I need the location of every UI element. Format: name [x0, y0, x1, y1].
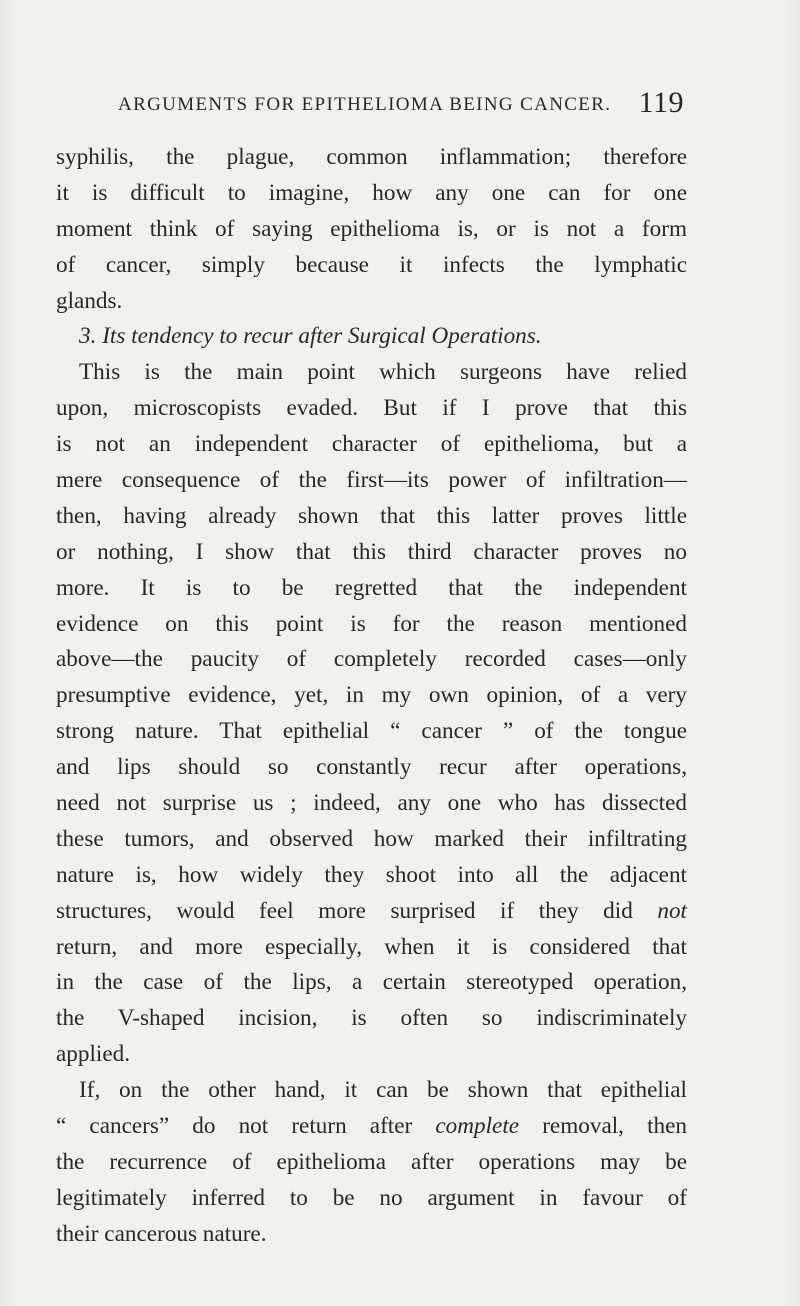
text-line: the V-shaped incision, is often so indiscriminately	[56, 1005, 687, 1032]
text-line-with-italic	[56, 894, 687, 930]
page-number: 119	[638, 86, 684, 119]
body-text	[56, 140, 687, 1253]
text-line: it is difficult to imagine, how any one can for one	[56, 179, 687, 206]
section-heading: 3. Its tendency to recur after Surgical Operations.	[79, 323, 542, 350]
text-line: their cancerous nature.	[56, 1220, 267, 1247]
text-line: legitimately inferred to be no argument in favour of	[56, 1184, 687, 1211]
text-line: need not surprise us ; indeed, any one who has dissected	[56, 790, 687, 817]
italic-word: not	[657, 897, 687, 924]
text-line: If, on the other hand, it can be shown that epithelial	[79, 1077, 687, 1104]
text-line: moment think of saying epithelioma is, or is not a form	[56, 215, 687, 242]
text-segment: structures, would feel more surprised if they did	[56, 897, 633, 924]
text-line: syphilis, the plague, common inflammation; therefore	[56, 144, 687, 170]
text-line: is not an independent character of epithelioma, but a	[56, 431, 687, 458]
text-line: or nothing, I show that this third character proves no	[56, 538, 687, 565]
text-segment: removal, then	[542, 1113, 687, 1140]
running-head	[118, 86, 684, 130]
text-line: above—the paucity of completely recorded cases—only	[56, 646, 687, 673]
text-line: more. It is to be regretted that the independent	[56, 574, 687, 601]
italic-word: complete	[435, 1113, 520, 1140]
running-head-title: ARGUMENTS FOR EPITHELIOMA BEING CANCER.	[118, 94, 612, 115]
text-segment: “ cancers” do not return after	[56, 1113, 413, 1140]
text-line: and lips should so constantly recur after operations,	[56, 754, 687, 781]
text-line: evidence on this point is for the reason mentioned	[56, 610, 687, 637]
text-line: applied.	[56, 1041, 131, 1068]
text-line: mere consequence of the first—its power of infiltration—	[56, 467, 687, 494]
text-line: in the case of the lips, a certain stereotyped operation,	[56, 969, 687, 996]
text-line: of cancer, simply because it infects the lymphatic	[56, 251, 687, 278]
text-line: glands.	[56, 287, 123, 314]
text-line: upon, microscopists evaded. But if I prove that this	[56, 395, 687, 422]
text-line: the recurrence of epithelioma after operations may be	[56, 1148, 687, 1175]
text-line-with-italic	[56, 1109, 687, 1145]
text-line: presumptive evidence, yet, in my own opinion, of a very	[56, 682, 687, 709]
text-line: strong nature. That epithelial “ cancer ” of the tongue	[56, 718, 687, 745]
text-line: This is the main point which surgeons have relied	[79, 359, 687, 386]
text-line: these tumors, and observed how marked their infiltrating	[56, 825, 687, 852]
text-line: nature is, how widely they shoot into all the adjacent	[56, 861, 687, 888]
text-line: return, and more especially, when it is considered that	[56, 933, 687, 960]
text-line: then, having already shown that this latter proves little	[56, 502, 687, 529]
